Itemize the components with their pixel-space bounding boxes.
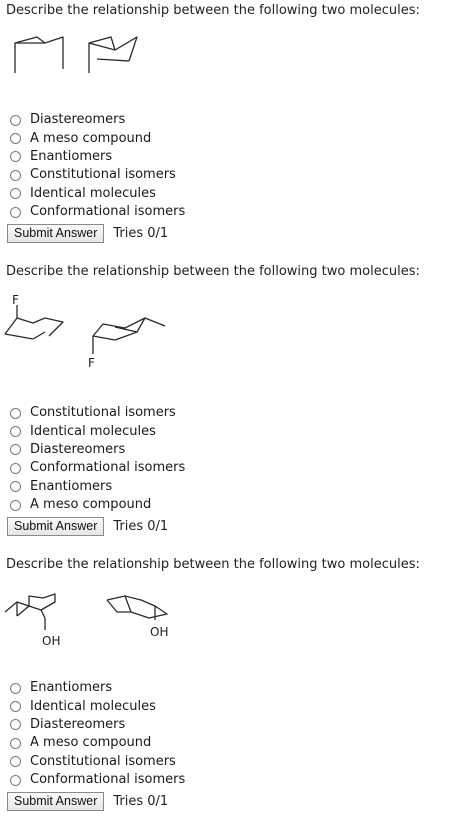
option-diastereomers[interactable] — [8, 441, 185, 459]
submit-row — [7, 517, 168, 536]
option-label: Conformational isomers — [30, 204, 186, 220]
radio-button[interactable] — [10, 463, 21, 474]
option-label: Identical molecules — [30, 423, 156, 439]
option-identical-molecules[interactable] — [8, 697, 185, 715]
option-label: Identical molecules — [30, 185, 156, 201]
radio-button[interactable] — [10, 738, 21, 749]
molecule-left-bonds — [5, 318, 63, 336]
radio-button[interactable] — [10, 756, 21, 767]
option-meso-compound[interactable] — [8, 734, 185, 752]
option-meso-compound[interactable] — [8, 496, 185, 514]
option-meso-compound[interactable] — [8, 129, 185, 147]
molecule-pair-image — [0, 290, 200, 380]
radio-button[interactable] — [10, 444, 21, 455]
submit-row — [7, 792, 168, 811]
radio-button[interactable] — [10, 170, 21, 181]
radio-button[interactable] — [10, 500, 21, 511]
radio-button[interactable] — [10, 426, 21, 437]
option-label: Diastereomers — [30, 441, 126, 457]
molecule-structures — [0, 588, 200, 658]
option-enantiomers[interactable] — [8, 679, 185, 697]
option-identical-molecules[interactable] — [8, 422, 185, 440]
fluorine-label: F — [88, 356, 95, 370]
question-prompt: Describe the relationship between the following two molecules: — [6, 3, 420, 18]
question-prompt: Describe the relationship between the following two molecules: — [6, 264, 420, 279]
option-label: Enantiomers — [30, 680, 113, 696]
option-constitutional-isomers[interactable] — [8, 753, 185, 771]
molecule-right-bonds — [89, 37, 137, 73]
option-label: Diastereomers — [30, 112, 126, 128]
radio-button[interactable] — [10, 133, 21, 144]
answer-options — [8, 111, 185, 221]
option-enantiomers[interactable] — [8, 478, 185, 496]
radio-button[interactable] — [10, 701, 21, 712]
submit-answer-button[interactable]: Submit Answer — [7, 517, 104, 536]
molecule-right-bonds — [93, 318, 145, 336]
option-label: Diastereomers — [30, 716, 126, 732]
option-label: A meso compound — [30, 130, 152, 146]
option-conformational-isomers[interactable] — [8, 203, 185, 221]
molecule-pair-image — [0, 30, 200, 80]
option-label: Enantiomers — [30, 478, 113, 494]
molecule-pair-image — [0, 588, 200, 658]
radio-button[interactable] — [10, 188, 21, 199]
option-label: Identical molecules — [30, 698, 156, 714]
option-conformational-isomers[interactable] — [8, 459, 185, 477]
radio-button[interactable] — [10, 408, 21, 419]
submit-answer-button[interactable]: Submit Answer — [7, 792, 104, 811]
molecule-structures — [0, 290, 200, 380]
option-label: A meso compound — [30, 735, 152, 751]
option-label: Constitutional isomers — [30, 405, 176, 421]
radio-button[interactable] — [10, 151, 21, 162]
radio-button[interactable] — [10, 115, 21, 126]
option-label: Conformational isomers — [30, 460, 186, 476]
option-diastereomers[interactable] — [8, 716, 185, 734]
submit-answer-button[interactable]: Submit Answer — [7, 224, 104, 243]
hydroxyl-label: OH — [150, 625, 169, 639]
radio-button[interactable] — [10, 775, 21, 786]
tries-counter: Tries 0/1 — [113, 794, 169, 809]
answer-options — [8, 404, 185, 514]
question-prompt: Describe the relationship between the following two molecules: — [6, 557, 420, 572]
hydroxyl-label: OH — [42, 634, 61, 648]
fluorine-label: F — [12, 293, 19, 307]
molecule-right-bonds — [107, 596, 167, 618]
option-label: A meso compound — [30, 497, 152, 513]
option-conformational-isomers[interactable] — [8, 771, 185, 789]
option-constitutional-isomers[interactable] — [8, 166, 185, 184]
molecule-structures — [0, 30, 200, 80]
option-constitutional-isomers[interactable] — [8, 404, 185, 422]
submit-row — [7, 224, 168, 243]
answer-options — [8, 679, 185, 789]
radio-button[interactable] — [10, 719, 21, 730]
option-enantiomers[interactable] — [8, 148, 185, 166]
option-label: Conformational isomers — [30, 772, 186, 788]
tries-counter: Tries 0/1 — [113, 519, 169, 534]
radio-button[interactable] — [10, 683, 21, 694]
option-label: Constitutional isomers — [30, 167, 176, 183]
tries-counter: Tries 0/1 — [113, 226, 169, 241]
option-diastereomers[interactable] — [8, 111, 185, 129]
option-identical-molecules[interactable] — [8, 185, 185, 203]
option-label: Enantiomers — [30, 148, 113, 164]
option-label: Constitutional isomers — [30, 753, 176, 769]
radio-button[interactable] — [10, 481, 21, 492]
radio-button[interactable] — [10, 207, 21, 218]
